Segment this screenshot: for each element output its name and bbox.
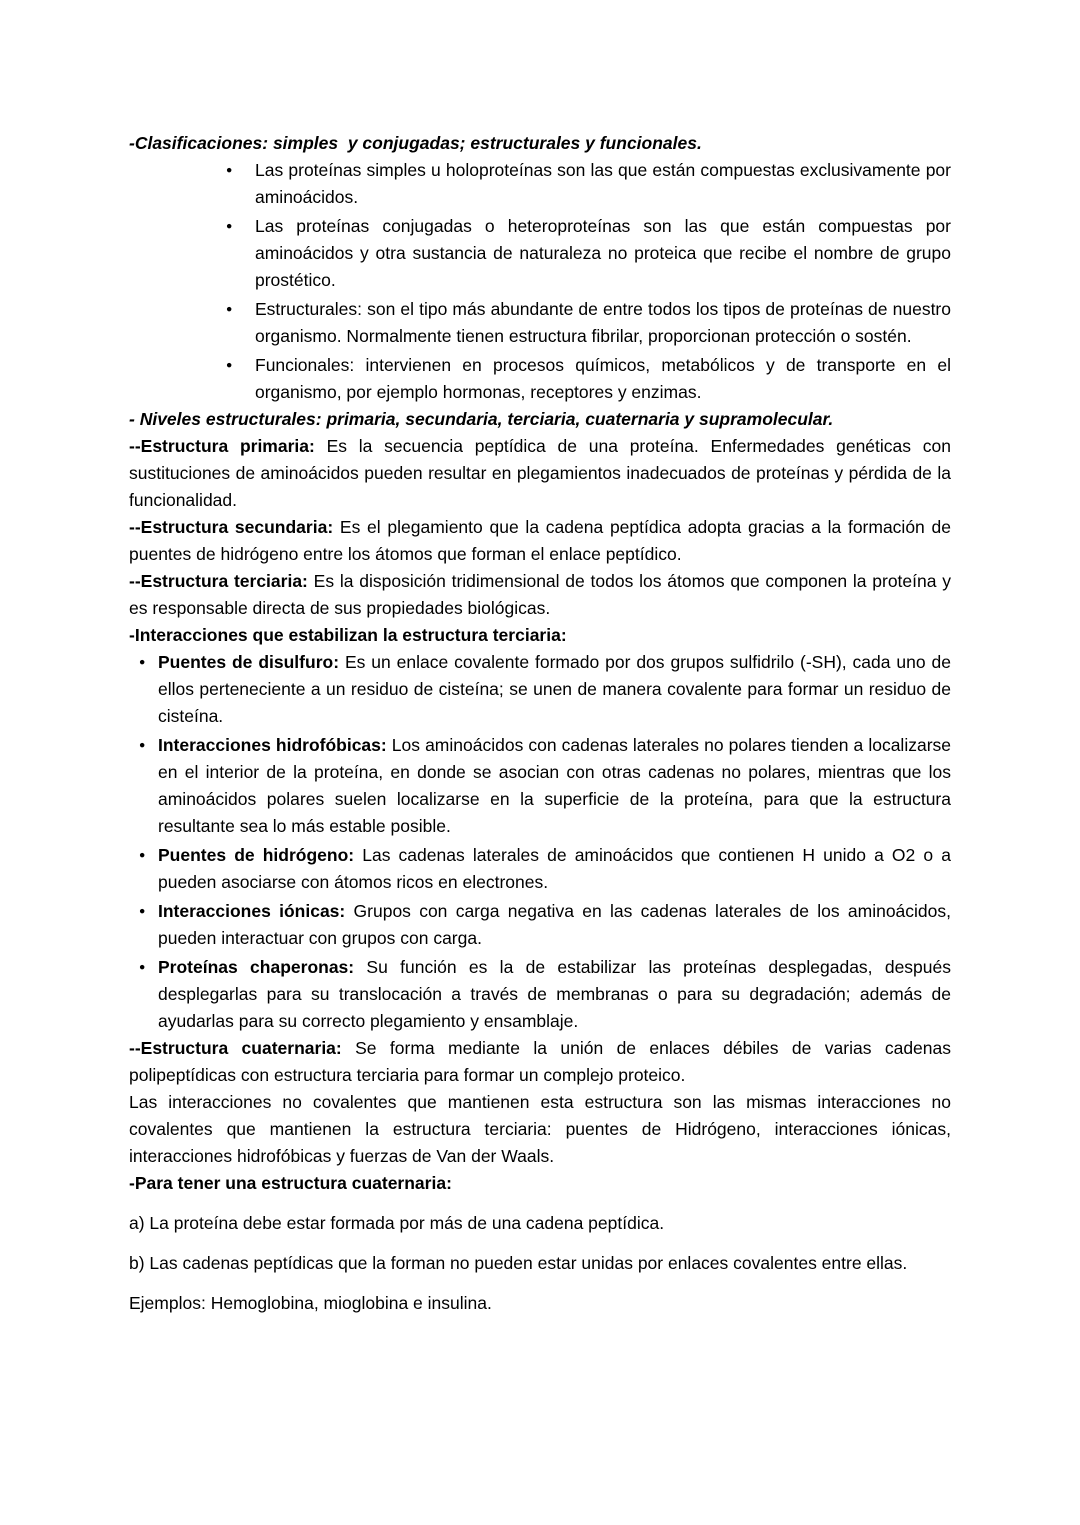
- list-item: [129, 649, 951, 730]
- bullet-text: Su función es la de estabilizar las proteínas desplegadas, después desplegarlas para su translocación a través de membranas o para su degradación; además de ayudarlas para su correcto plegamiento y ensamblaje.: [158, 957, 952, 1031]
- paragraph-tertiary-structure: [129, 568, 951, 622]
- paragraph-primary-structure: [129, 433, 951, 514]
- bullet-text: Funcionales: intervienen en procesos químicos, metabólicos y de transporte en el organismo, por ejemplo hormonas, receptores y enzimas.: [255, 355, 951, 402]
- interactions-list: [129, 649, 951, 1035]
- list-item: [129, 157, 951, 211]
- bullet-text: Las proteínas simples u holoproteínas son las que están compuestas exclusivamente por aminoácidos.: [255, 160, 951, 207]
- heading-classifications: -Clasificaciones: simples y conjugadas; estructurales y funcionales.: [129, 133, 702, 153]
- paragraph-secondary-structure: [129, 514, 951, 568]
- list-item: [129, 732, 951, 840]
- bullet-text: Las cadenas laterales de aminoácidos que contienen H unido a O2 o a pueden asociarse con átomos ricos en electrones.: [158, 845, 951, 892]
- list-item: [129, 213, 951, 294]
- bullet-lead: Interacciones hidrofóbicas:: [158, 735, 387, 755]
- list-item: [129, 296, 951, 350]
- bullet-lead: Puentes de hidrógeno:: [158, 845, 355, 865]
- bullet-text: Estructurales: son el tipo más abundante de entre todos los tipos de proteínas de nuestro organismo. Normalmente tienen estructura fibrilar, proporcionan protección o sostén.: [255, 299, 951, 346]
- bullet-lead: Interacciones iónicas:: [158, 901, 346, 921]
- bullet-text: Los aminoácidos con cadenas laterales no polares tienden a localizarse en el interior de la proteína, en donde se asocian con otras cadenas no polares, mientras que los aminoácidos polares suelen localizarse en la superficie de la proteína, para que la estructura resultante sea lo más estable posible.: [158, 735, 951, 836]
- list-item: [129, 898, 951, 952]
- list-item: [129, 842, 951, 896]
- list-item: [129, 352, 951, 406]
- paragraph-text: Es la disposición tridimensional de todos los átomos que componen la proteína y es responsable directa de sus propiedades biológicas.: [129, 571, 951, 618]
- bullet-text: Grupos con carga negativa en las cadenas laterales de los aminoácidos, pueden interactuar con grupos con carga.: [158, 901, 951, 948]
- requirement-a: a) La proteína debe estar formada por más de una cadena peptídica.: [129, 1213, 665, 1233]
- paragraph-noncovalent-interactions: Las interacciones no covalentes que mantienen esta estructura son las mismas interacciones no covalentes que mantienen la estructura terciaria: puentes de Hidrógeno, interacciones iónicas, interacciones hidrofóbicas y fuerzas de Van der Waals.: [129, 1092, 951, 1166]
- bullet-lead: Proteínas chaperonas:: [158, 957, 355, 977]
- requirement-b: b) Las cadenas peptídicas que la forman no pueden estar unidas por enlaces covalentes entre ellas.: [129, 1253, 908, 1273]
- paragraph-text: Es el plegamiento que la cadena peptídica adopta gracias a la formación de puentes de hidrógeno entre los átomos que forman el enlace peptídico.: [129, 517, 951, 564]
- heading-quaternary-requirements: -Para tener una estructura cuaternaria:: [129, 1173, 452, 1193]
- heading-structural-levels: - Niveles estructurales: primaria, secundaria, terciaria, cuaternaria y supramolecular.: [129, 409, 834, 429]
- paragraph-quaternary-structure: [129, 1035, 951, 1089]
- bullet-lead: Puentes de disulfuro:: [158, 652, 340, 672]
- paragraph-lead: --Estructura cuaternaria:: [129, 1038, 342, 1058]
- heading-tertiary-interactions: -Interacciones que estabilizan la estructura terciaria:: [129, 625, 567, 645]
- paragraph-lead: --Estructura secundaria:: [129, 517, 334, 537]
- paragraph-lead: --Estructura primaria:: [129, 436, 315, 456]
- examples-line: Ejemplos: Hemoglobina, mioglobina e insulina.: [129, 1293, 492, 1313]
- bullet-text: Las proteínas conjugadas o heteroproteínas son las que están compuestas por aminoácidos y otra sustancia de naturaleza no proteica que recibe el nombre de grupo prostético.: [255, 216, 951, 290]
- list-item: [129, 954, 951, 1035]
- bullet-text: Es un enlace covalente formado por dos grupos sulfidrilo (-SH), cada uno de ellos perteneciente a un residuo de cisteína; se unen de manera covalente para formar un residuo de cisteína.: [158, 652, 952, 726]
- paragraph-lead: --Estructura terciaria:: [129, 571, 308, 591]
- classification-list: [129, 157, 951, 406]
- paragraph-text: Se forma mediante la unión de enlaces débiles de varias cadenas polipeptídicas con estructura terciaria para formar un complejo proteico.: [129, 1038, 951, 1085]
- paragraph-text: Es la secuencia peptídica de una proteína. Enfermedades genéticas con sustituciones de aminoácidos pueden resultar en plegamientos inadecuados de proteínas y pérdida de la funcionalidad.: [129, 436, 951, 510]
